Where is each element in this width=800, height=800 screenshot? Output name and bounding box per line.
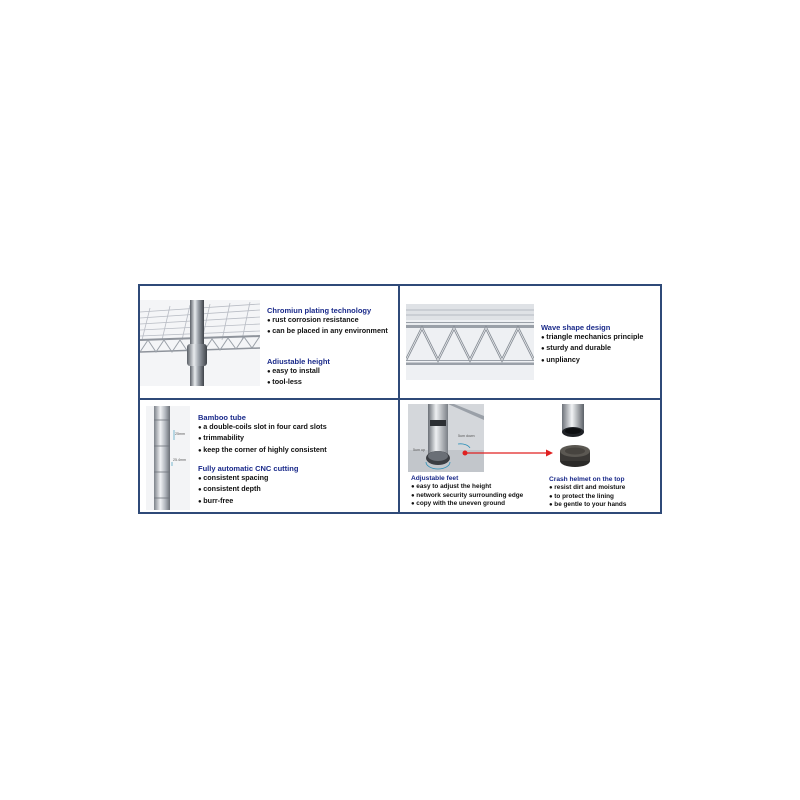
feet-bullet-1: ● easy to adjust the height xyxy=(411,483,523,492)
adjustable-height-bullet-1: ● easy to install xyxy=(267,366,330,377)
wave-panel xyxy=(541,323,643,366)
helmet-title: Crash helmet on the top xyxy=(549,476,625,483)
helmet-bullet-1: ● resist dirt and moisture xyxy=(549,484,626,493)
wave-bullet-2: ● sturdy and durable xyxy=(541,343,643,354)
chromium-bullet-2: ● can be placed in any environment xyxy=(267,326,388,337)
cnc-bullet-2: ● consistent depth xyxy=(198,484,298,495)
feet-title: Adjustable feet xyxy=(411,475,459,482)
bamboo-dim-label-1: 25mm xyxy=(175,432,185,436)
cnc-title: Fully automatic CNC cutting xyxy=(198,464,299,473)
horizontal-divider xyxy=(140,398,660,400)
cnc-panel xyxy=(198,464,298,507)
bamboo-bullet-3: ● keep the corner of highly consistent xyxy=(198,445,327,456)
bamboo-dim-label-2: 25.4mm xyxy=(173,458,186,462)
helmet-bullet-2: ● to protect the lining xyxy=(549,493,626,502)
chromium-title: Chromiun plating technology xyxy=(267,306,372,315)
feet-bullet-3: ● copy with the uneven ground xyxy=(411,500,523,509)
bamboo-title: Bamboo tube xyxy=(198,413,246,422)
chromium-bullet-1: ● rust corrosion resistance xyxy=(267,315,388,326)
rubber-cap-image xyxy=(558,443,592,469)
cnc-bullet-1: ● consistent spacing xyxy=(198,473,298,484)
feet-dim-label-1: 5um up xyxy=(413,448,425,452)
cnc-bullet-3: ● burr-free xyxy=(198,496,298,507)
adjustable-height-title: Adiustable height xyxy=(267,357,330,366)
chromium-panel xyxy=(267,306,388,338)
feet-bullet-2: ● network security surrounding edge xyxy=(411,492,523,501)
feet-panel xyxy=(411,475,523,509)
adjustable-height-panel xyxy=(267,357,330,389)
helmet-bullet-3: ● be gentle to your hands xyxy=(549,501,626,510)
bamboo-bullet-2: ● trimmability xyxy=(198,433,327,444)
wave-title: Wave shape design xyxy=(541,323,611,332)
wave-bullet-3: ● unpliancy xyxy=(541,355,643,366)
feet-dim-label-2: 5um down xyxy=(458,434,475,438)
adjustable-height-bullet-2: ● tool-less xyxy=(267,377,330,388)
wire-shelf-image xyxy=(140,300,260,386)
wave-shelf-image xyxy=(406,304,534,380)
bamboo-bullet-1: ● a double-coils slot in four card slots xyxy=(198,422,327,433)
helmet-panel xyxy=(549,476,626,510)
adjustable-feet-image xyxy=(408,404,484,472)
wave-bullet-1: ● triangle mechanics principle xyxy=(541,332,643,343)
bamboo-panel xyxy=(198,413,327,456)
tube-end-image xyxy=(558,404,588,440)
arrow-icon xyxy=(462,448,554,458)
